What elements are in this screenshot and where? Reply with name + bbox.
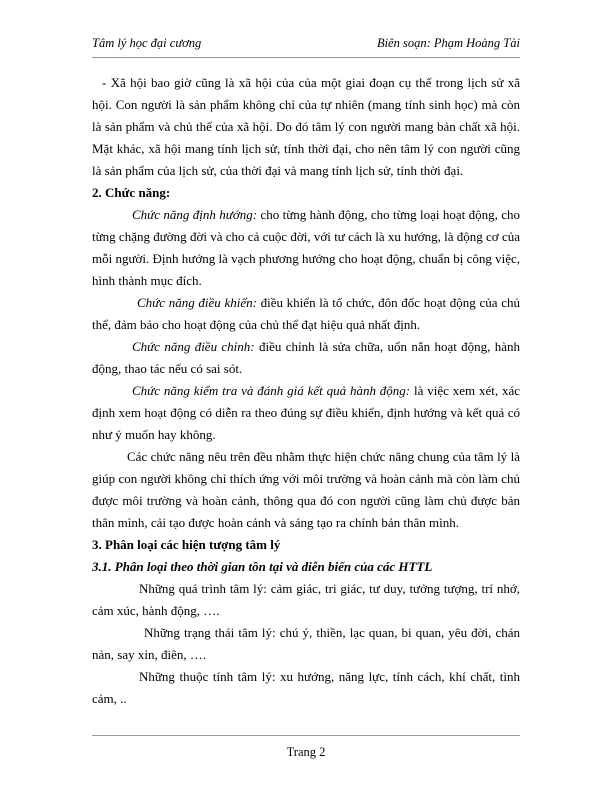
header-divider — [92, 57, 520, 58]
paragraph-control-function — [92, 292, 520, 336]
page-header — [92, 36, 520, 54]
footer-divider — [92, 735, 520, 736]
paragraph-orientation-function — [92, 204, 520, 292]
page-number: Trang 2 — [286, 745, 326, 759]
list-item-processes: Những quá trình tâm lý: cảm giác, tri giác, tư duy, tưởng tượng, trí nhớ, cảm xúc, hành động, …. — [92, 581, 520, 618]
text-adjustment-function: điều chỉnh là sửa chữa, uốn nắn hoạt động, hành động, thao tác nếu có sai sót. — [92, 339, 521, 376]
paragraph-evaluation-function — [92, 380, 520, 446]
text-control-function: điều khiển là tổ chức, đôn đốc hoạt động của chủ thể, đảm bảo cho hoạt động của chủ thể đạt hiệu quả nhất định. — [92, 295, 520, 332]
paragraph-adjustment-function — [92, 336, 520, 380]
term-orientation-function: Chức năng định hướng: — [132, 207, 258, 222]
list-item-states: Những trạng thái tâm lý: chú ý, thiền, lạc quan, bi quan, yêu đời, chán nản, say xỉn, điên, …. — [92, 625, 520, 662]
text-orientation-function: cho từng hành động, cho từng loại hoạt động, cho từng chặng đường đời và cho cả cuộc đời, với tư cách là xu hướng, là động cơ của mỗi người. Định hướng là vạch phương hướng cho hoạt động, chuẩn bị công việc, hình thành mục đích. — [92, 207, 520, 288]
paragraph-functions-summary: Các chức năng nêu trên đều nhằm thực hiện chức năng chung của tâm lý là giúp con người không chỉ thích ứng với môi trường và hoàn cảnh mà còn làm chủ được môi trường và hoàn cảnh, thông qua đó con người cũng làm chủ được bản thân mình, cải tạo được hoàn cảnh và sáng tạo ra chính bản thân mình. — [92, 449, 520, 530]
page-body — [92, 72, 520, 710]
section-heading-classification: 3. Phân loại các hiện tượng tâm lý — [92, 537, 281, 552]
header-author: Biên soạn: Phạm Hoàng Tài — [376, 36, 520, 50]
subsection-heading-time-classification: 3.1. Phân loại theo thời gian tồn tại và diễn biến của các HTTL — [92, 559, 433, 574]
header-course-title: Tâm lý học đại cương — [92, 36, 202, 50]
paragraph-social-nature: - Xã hội bao giờ cũng là xã hội của của một giai đoạn cụ thể trong lịch sử xã hội. Con người là sản phẩm không chỉ của tự nhiên (mang tính sinh học) mà còn là sản phẩm và chủ thể của xã hội. Do đó tâm lý con người mang bản chất xã hội. Mặt khác, xã hội mang tính lịch sử, tính thời đại, cho nên tâm lý con người cũng là sản phẩm của lịch sử, của thời đại và mang tính lịch sử, tính thời đại. — [92, 75, 520, 178]
text-evaluation-function: là việc xem xét, xác định xem hoạt động có diễn ra theo đúng sự điều khiển, định hướng và kết quả có như ý muốn hay không. — [92, 383, 520, 442]
list-item-attributes: Những thuộc tính tâm lý: xu hướng, năng lực, tính cách, khí chất, tình cảm, .. — [92, 669, 520, 706]
term-evaluation-function: Chức năng kiểm tra và đánh giá kết quả hành động: — [132, 383, 411, 398]
term-control-function: Chức năng điều khiển: — [137, 295, 257, 310]
term-adjustment-function: Chức năng điều chỉnh: — [132, 339, 255, 354]
section-heading-functions: 2. Chức năng: — [92, 185, 171, 200]
